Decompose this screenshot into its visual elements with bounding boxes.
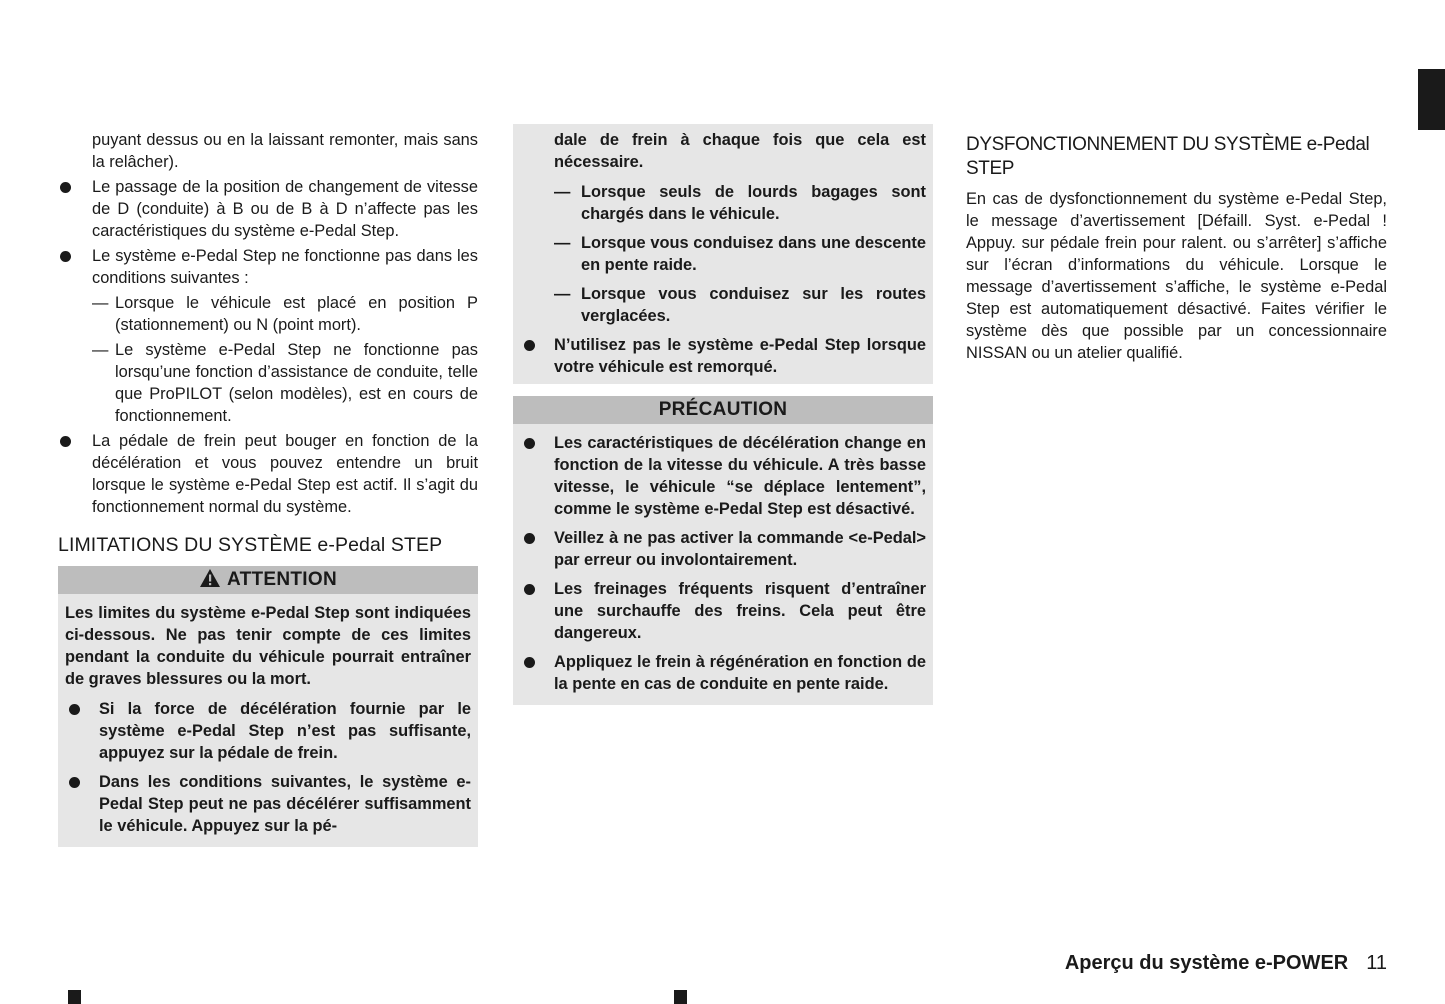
attention-box-continued [513, 124, 933, 384]
crop-mark [674, 990, 687, 1004]
attention-lead: Les limites du système e-Pedal Step sont indiquées ci-dessous. Ne pas tenir compte de ces limites pendant la conduite du véhicule pourrait entraîner de graves blessures ou la mort. [65, 604, 471, 688]
list-item: Le système e-Pedal Step ne fonctionne pas dans les conditions suivantes : [58, 245, 478, 289]
attention-title: ATTENTION [226, 569, 337, 590]
list-item: Les caractéristiques de décélération change en fonction de la vitesse du véhicule. A très basse vitesse, le véhicule “se déplace lentement”, comme le système e-Pedal Step est désactivé. [520, 432, 926, 520]
column-1 [58, 129, 478, 847]
paragraph-continuation: dale de frein à chaque fois que cela est nécessaire. [554, 131, 926, 171]
malfunction-paragraph: En cas de dysfonctionnement du système e-Pedal Step, le message d’avertissement [Défaill. Syst. e-Pedal ! Appuy. sur pédale frein pour ralent. ou s’arrêter] s’affiche sur l’écran d’informations du véhicule. Lorsque le message d’avertissement s’affiche, le système e-Pedal Step est automatiquement désactivé. Faites vérifier le système dès que possible par un concessionnaire NISSAN ou un atelier qualifié. [966, 190, 1387, 362]
column-2 [513, 124, 933, 705]
page-footer [1065, 950, 1387, 976]
dash-item: — Lorsque seuls de lourds bagages sont chargés dans le véhicule. [554, 181, 926, 225]
column-3 [966, 133, 1387, 364]
page-number: 11 [1366, 952, 1387, 974]
list-item: Si la force de décélération fournie par le système e-Pedal Step n’est pas suffisante, appuyez sur la pédale de frein. [65, 698, 471, 764]
list-item: Dans les conditions suivantes, le système e-Pedal Step peut ne pas décélérer suffisamment le véhicule. Appuyez sur la pé- [65, 771, 471, 837]
caution-header: PRÉCAUTION [513, 396, 933, 424]
dash-item: — Lorsque vous conduisez sur les routes verglacées. [554, 283, 926, 327]
crop-mark [68, 990, 81, 1004]
list-item: La pédale de frein peut bouger en fonction de la décélération et vous pouvez entendre un bruit lorsque le système e-Pedal Step est actif. Il s’agit du fonctionnement normal du système. [58, 430, 478, 518]
list-item: Appliquez le frein à régénération en fonction de la pente en cas de conduite en pente raide. [520, 651, 926, 695]
dash-item: — Le système e-Pedal Step ne fonctionne pas lorsqu’une fonction d’assistance de conduite, telle que ProPILOT (selon modèles), est en cours de fonctionnement. [58, 339, 478, 427]
caution-box [513, 396, 933, 705]
dash-item: — Lorsque le véhicule est placé en position P (stationnement) ou N (point mort). [58, 292, 478, 336]
list-item: Les freinages fréquents risquent d’entraîner une surchauffe des freins. Cela peut être dangereux. [520, 578, 926, 644]
list-item: N’utilisez pas le système e-Pedal Step lorsque votre véhicule est remorqué. [520, 334, 926, 378]
footer-title: Aperçu du système e-POWER [1064, 952, 1349, 974]
warning-triangle-icon [199, 568, 221, 597]
thumb-tab-marker [1418, 69, 1445, 130]
list-item: Veillez à ne pas activer la commande <e-Pedal> par erreur ou involontairement. [520, 527, 926, 571]
list-item: Le passage de la position de changement de vitesse de D (conduite) à B ou de B à D n’affecte pas les caractéristiques du système e-Pedal Step. [58, 176, 478, 242]
attention-header [58, 566, 478, 594]
section-heading-limitations: LIMITATIONS DU SYSTÈME e-Pedal STEP [58, 534, 443, 556]
section-heading-malfunction: DYSFONCTIONNEMENT DU SYSTÈME e-Pedal STEP [966, 134, 1370, 179]
dash-item: — Lorsque vous conduisez dans une descente en pente raide. [554, 232, 926, 276]
attention-box [58, 566, 478, 847]
paragraph-continuation: puyant dessus ou en la laissant remonter, mais sans la relâcher). [92, 131, 478, 171]
